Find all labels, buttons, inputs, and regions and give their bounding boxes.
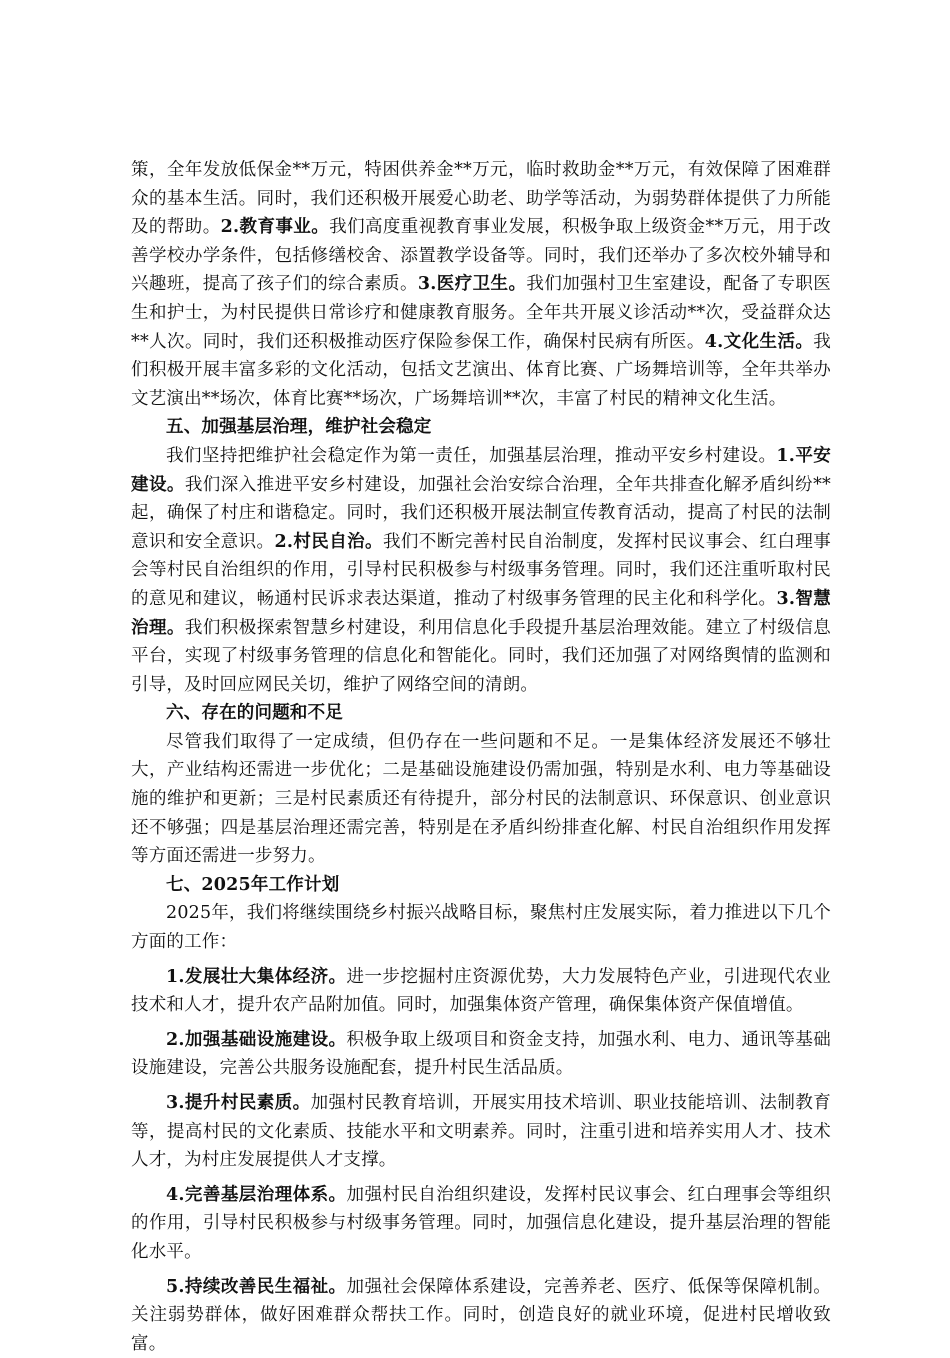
paragraph-governance: 我们坚持把维护社会稳定作为第一责任，加强基层治理，推动平安乡村建设。1.平安建设。我们深入推进平安乡村建设，加强社会治安综合治理，全年共排查化解矛盾纠纷**起，确保了村庄和谐稳定。同时，我们还积极开展法制宣传教育活动，提高了村民的法制意识和安全意识。2.村民自治。我们不断完善村民自治制度，发挥村民议事会、红白理事会等村民自治组织的作用，引导村民积极参与村级事务管理。同时，我们还注重听取村民的意见和建议，畅通村民诉求表达渠道，推动了村级事务管理的民主化和科学化。3.智慧治理。我们积极探索智慧乡村建设，利用信息化手段提升基层治理效能。建立了村级信息平台，实现了村级事务管理的信息化和智能化。同时，我们还加强了对网络舆情的监测和引导，及时回应网民关切，维护了网络空间的清朗。 — [131, 445, 831, 695]
paragraph-plan-intro: 2025年，我们将继续围绕乡村振兴战略目标，聚焦村庄发展实际，着力推进以下几个方面的工作： — [131, 903, 831, 953]
heading-section-7: 七、2025年工作计划 — [166, 874, 340, 895]
paragraph-livelihood-continued: 策，全年发放低保金**万元，特困供养金**万元，临时救助金**万元，有效保障了困难群众的基本生活。同时，我们还积极开展爱心助老、助学等活动，为弱势群体提供了力所能及的帮助。2.教育事业。我们高度重视教育事业发展，积极争取上级资金**万元，用于改善学校办学条件，包括修缮校舍、添置教学设备等。同时，我们还举办了多次校外辅导和兴趣班，提高了孩子们的综合素质。3.医疗卫生。我们加强村卫生室建设，配备了专职医生和护士，为村民提供日常诊疗和健康教育服务。全年共开展义诊活动**次，受益群众达**人次。同时，我们还积极推动医疗保险参保工作，确保村民病有所医。4.文化生活。我们积极开展丰富多彩的文化活动，包括文艺演出、体育比赛、广场舞培训等，全年共举办文艺演出**场次，体育比赛**场次，广场舞培训**次，丰富了村民的精神文化生活。 — [131, 160, 831, 409]
plan-item: 1.发展壮大集体经济。进一步挖掘村庄资源优势，大力发展特色产业，引进现代农业技术和人才，提升农产品附加值。同时，加强集体资产管理，确保集体资产保值增值。 — [131, 966, 832, 1016]
bold-label-autonomy: 2.村民自治。 — [274, 531, 383, 552]
plan-item: 4.完善基层治理体系。加强村民自治组织建设，发挥村民议事会、红白理事会等组织的作用，引导村民积极参与村级事务管理。同时，加强信息化建设，提升基层治理的智能化水平。 — [131, 1184, 832, 1262]
bold-label-safety: 1.平安建设。 — [131, 445, 831, 495]
bold-label-medical: 3.医疗卫生。 — [417, 274, 527, 295]
plan-item: 3.提升村民素质。加强村民教育培训，开展实用技术培训、职业技能培训、法制教育等，提高村民的文化素质、技能水平和文明素养。同时，注重引进和培养实用人才、技术人才，为村庄发展提供人才支撑。 — [131, 1093, 831, 1171]
document-body — [131, 156, 831, 1358]
bold-label-smart-governance: 3.智慧治理。 — [131, 588, 831, 638]
heading-section-5: 五、加强基层治理，维护社会稳定 — [166, 417, 432, 438]
plan-item: 5.持续改善民生福祉。加强社会保障体系建设，完善养老、医疗、低保等保障机制。关注弱势群体，做好困难群众帮扶工作。同时，创造良好的就业环境，促进村民增收致富。 — [131, 1276, 832, 1354]
bold-label-education: 2.教育事业。 — [220, 217, 330, 238]
plan-item: 2.加强基础设施建设。积极争取上级项目和资金支持，加强水利、电力、通讯等基础设施建设，完善公共服务设施配套，提升村民生活品质。 — [131, 1029, 832, 1079]
bold-label-culture: 4.文化生活。 — [704, 331, 814, 352]
paragraph-problems: 尽管我们取得了一定成绩，但仍存在一些问题和不足。一是集体经济发展还不够壮大，产业结构还需进一步优化；二是基础设施建设仍需加强，特别是水利、电力等基础设施的维护和更新；三是村民素质还有待提升，部分村民的法制意识、环保意识、创业意识还不够强；四是基层治理还需完善，特别是在矛盾纠纷排查化解、村民自治组织作用发挥等方面还需进一步努力。 — [131, 731, 831, 867]
heading-section-6: 六、存在的问题和不足 — [166, 703, 343, 724]
